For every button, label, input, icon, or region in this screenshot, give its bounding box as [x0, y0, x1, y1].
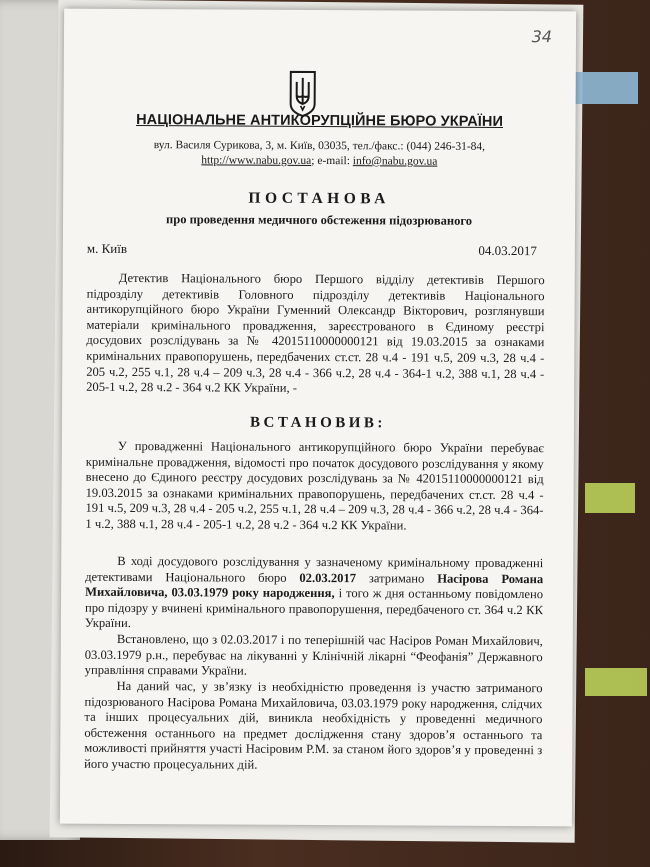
paragraph-2-date: 02.03.2017: [299, 570, 357, 585]
paragraph-2-text-e: і того ж дня останньому повідомлено про підозру у вчинені кримінального правопорушення, передбаченого ст. 364 ч.2 КК України.: [84, 586, 544, 631]
green-sticky-tab-lower: [585, 668, 647, 696]
email-label: ; e-mail:: [311, 154, 353, 168]
green-sticky-tab: [585, 483, 635, 513]
paragraph-1: У провадженні Національного антикорупційного бюро України перебуває кримінальне провадження, відомості про початок досудового розслідування у якому внесено до Єдиного реєстру досудових розслідувань за № 42015110000000121 від 19.03.2015 за ознаками кримінальних правопорушень, передбачених ст.ст. 28 ч.4 - 191 ч.5, 209 ч.3, 28 ч.4 - 205 ч.2, 255 ч.1, 28 ч.4 – 209 ч.3, 28 ч.4 - 366 ч.2, 28 ч.4 - 364-1 ч.2, 388 ч.1, 28 ч.4 - 205-1 ч.2, 28 ч.2 - 364 ч.2 КК України.: [85, 438, 544, 533]
document-date: 04.03.2017: [478, 242, 537, 259]
organization-name: НАЦІОНАЛЬНЕ АНТИКОРУПЦІЙНЕ БЮРО УКРАЇНИ: [136, 112, 504, 130]
document-title: ПОСТАНОВА: [248, 189, 390, 208]
intro-text: Детектив Національного бюро Першого відділу детективів Першого підрозділу детективів Головного підрозділу детективів Національного антикорупційного бюро України Гуменний Олександр Вікторович, розглянувши матеріали кримінального провадження, зареєстрованого в Єдиному реєстрі досудових розслідувань за № 42015110000000121 від 19.03.2015 за ознаками кримінальних правопорушень, передбачених ст.ст. 28 ч.4 - 191 ч.5, 209 ч.3, 28 ч.4 - 205 ч.2, 255 ч.1, 28 ч.4 – 209 ч.3, 28 ч.4 - 366 ч.2, 28 ч.4 - 364-1 ч.2, 388 ч.1, 28 ч.4 - 205-1 ч.2, 28 ч.2 - 364 ч.2 КК України, -: [86, 270, 545, 396]
document-city: м. Київ: [86, 240, 128, 256]
paragraph-2-text-c: затримано: [356, 570, 438, 586]
paragraph-2: [85, 554, 543, 634]
contact-line: [63, 153, 575, 170]
blue-sticky-tab: [570, 72, 638, 104]
email-link[interactable]: info@nabu.gov.ua: [352, 155, 438, 168]
section-heading: ВСТАНОВИВ:: [249, 414, 386, 432]
paragraph-2-text-a: В ході досудового розслідування у зазначеному кримінальному провадженні детективами Національного бюро: [85, 553, 544, 585]
paragraph-2-suspect: Насірова Романа Михайловича, 03.03.1979 року народження,: [85, 571, 544, 601]
website-link[interactable]: http://www.nabu.gov.ua: [201, 154, 312, 167]
paragraph-4: На даний час, у зв’язку із необхідністю проведення із участю затриманого підозрюваного Насірова Романа Михайловича, 03.03.1979 року народження, слідчих та інших процесуальних дій, виникла необхідність у проведенні медичного обстеження останнього на предмет дослідження стану здоров’я останнього та можливості прийняття участі Насіровим Р.М. за станом його здоров’я у проведенні з його участю процесуальних дій.: [84, 678, 543, 772]
document-subtitle: про проведення медичного обстеження підозрюваного: [166, 212, 473, 228]
paragraph-3: Встановлено, що з 02.03.2017 і по теперішній час Насіров Роман Михайлович, 03.03.1979 р.н., перебуває на лікуванні у Клінічній лікарні “Феофанія” Державного управління справами України.: [84, 631, 543, 678]
page-number: 34: [531, 27, 553, 47]
document-page: [60, 9, 576, 827]
intro-paragraph: [86, 271, 545, 398]
address-line: вул. Василя Сурикова, 3, м. Київ, 03035, тел./факс.: (044) 246-31-84,: [153, 139, 486, 153]
trident-emblem-icon: [288, 70, 318, 118]
